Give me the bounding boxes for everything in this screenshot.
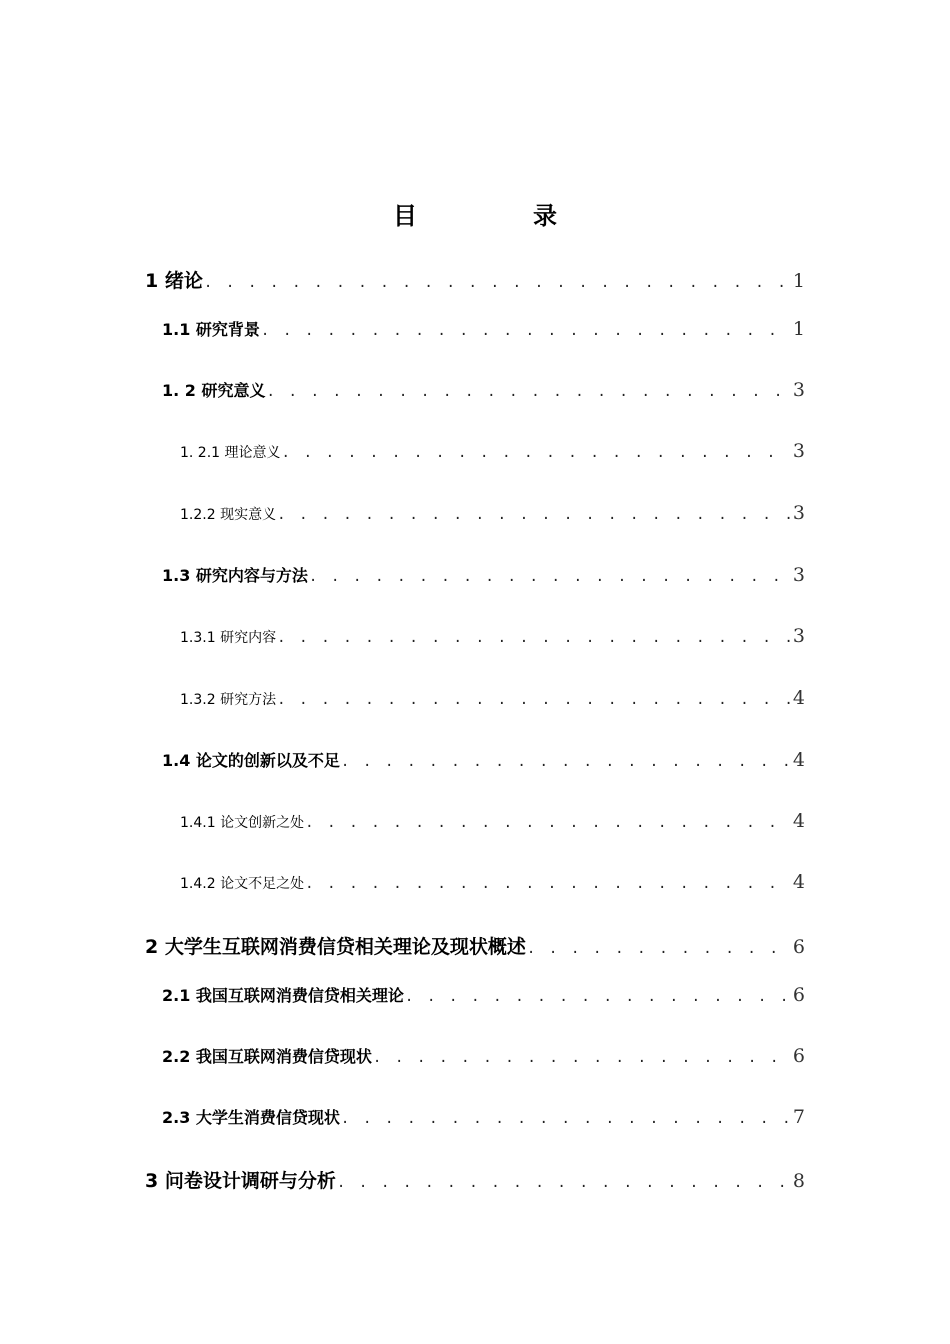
toc-entry-3[interactable] xyxy=(145,1166,805,1193)
toc-entry-page: 6 xyxy=(792,984,805,1006)
toc-entry-label: 1. 2.1 理论意义 xyxy=(180,445,281,461)
toc-entry-1-4-2[interactable] xyxy=(180,871,805,893)
toc-entry-page: 1 xyxy=(792,318,805,340)
dot-leader xyxy=(267,384,791,400)
dot-leader xyxy=(277,630,791,646)
toc-entry-2[interactable] xyxy=(145,932,805,959)
toc-entry-label: 2.3 大学生消费信贷现状 xyxy=(162,1108,340,1127)
dot-leader xyxy=(277,692,791,708)
toc-entry-label: 1.3.2 研究方法 xyxy=(180,692,277,708)
toc-entry-1-3[interactable] xyxy=(162,563,805,586)
toc-entry-label: 1.1 研究背景 xyxy=(162,320,260,339)
toc-title: 目 录 xyxy=(393,202,603,230)
toc-entry-label: 1.4.1 论文创新之处 xyxy=(180,815,305,831)
toc-entry-page: 3 xyxy=(792,379,805,401)
toc-entry-1-4[interactable] xyxy=(162,748,805,771)
dot-leader xyxy=(282,445,791,461)
toc-entry-label: 1.4.2 论文不足之处 xyxy=(180,876,305,892)
toc-entry-page: 8 xyxy=(792,1170,805,1192)
dot-leader xyxy=(309,569,791,585)
toc-entry-label: 1.3.1 研究内容 xyxy=(180,630,277,646)
dot-leader xyxy=(341,754,791,770)
dot-leader xyxy=(341,1111,791,1127)
toc-entry-page: 7 xyxy=(792,1106,805,1128)
toc-entry-page: 4 xyxy=(792,687,805,709)
toc-entry-1-3-2[interactable] xyxy=(180,687,805,709)
dot-leader xyxy=(261,323,791,339)
toc-entry-label: 1. 2 研究意义 xyxy=(162,381,266,400)
dot-leader xyxy=(204,275,791,291)
toc-entry-1-3-1[interactable] xyxy=(180,625,805,647)
toc-entry-page: 6 xyxy=(792,936,805,958)
toc-entry-page: 3 xyxy=(792,625,805,647)
toc-entry-page: 3 xyxy=(792,502,805,524)
toc-entry-page: 3 xyxy=(792,564,805,586)
toc-entry-page: 3 xyxy=(792,440,805,462)
toc-entry-label: 1.2.2 现实意义 xyxy=(180,507,277,523)
dot-leader xyxy=(373,1050,791,1066)
dot-leader xyxy=(337,1175,791,1191)
toc-entry-2-2[interactable] xyxy=(162,1044,805,1067)
dot-leader xyxy=(527,941,791,957)
toc-entry-2-1[interactable] xyxy=(162,983,805,1006)
toc-entry-label: 2.1 我国互联网消费信贷相关理论 xyxy=(162,986,404,1005)
toc-entry-label: 1 绪论 xyxy=(145,270,203,292)
dot-leader xyxy=(305,815,791,831)
dot-leader xyxy=(305,876,791,892)
toc-entry-page: 6 xyxy=(792,1045,805,1067)
toc-entry-label: 1.3 研究内容与方法 xyxy=(162,566,308,585)
toc-entry-1-2[interactable] xyxy=(162,378,805,401)
dot-leader xyxy=(405,989,791,1005)
dot-leader xyxy=(277,507,791,523)
toc-entry-2-3[interactable] xyxy=(162,1105,805,1128)
toc-entry-1[interactable] xyxy=(145,266,805,293)
toc-entry-page: 4 xyxy=(792,871,805,893)
toc-entry-1-1[interactable] xyxy=(162,317,805,340)
toc-entry-page: 4 xyxy=(792,810,805,832)
toc-entry-label: 1.4 论文的创新以及不足 xyxy=(162,751,340,770)
toc-entry-page: 1 xyxy=(792,270,805,292)
toc-entry-label: 2.2 我国互联网消费信贷现状 xyxy=(162,1047,372,1066)
toc-entry-1-2-2[interactable] xyxy=(180,502,805,524)
toc-entry-page: 4 xyxy=(792,749,805,771)
toc-entry-label: 2 大学生互联网消费信贷相关理论及现状概述 xyxy=(145,936,526,958)
toc-entry-label: 3 问卷设计调研与分析 xyxy=(145,1170,336,1192)
toc-entry-1-2-1[interactable] xyxy=(180,440,805,462)
toc-entry-1-4-1[interactable] xyxy=(180,810,805,832)
